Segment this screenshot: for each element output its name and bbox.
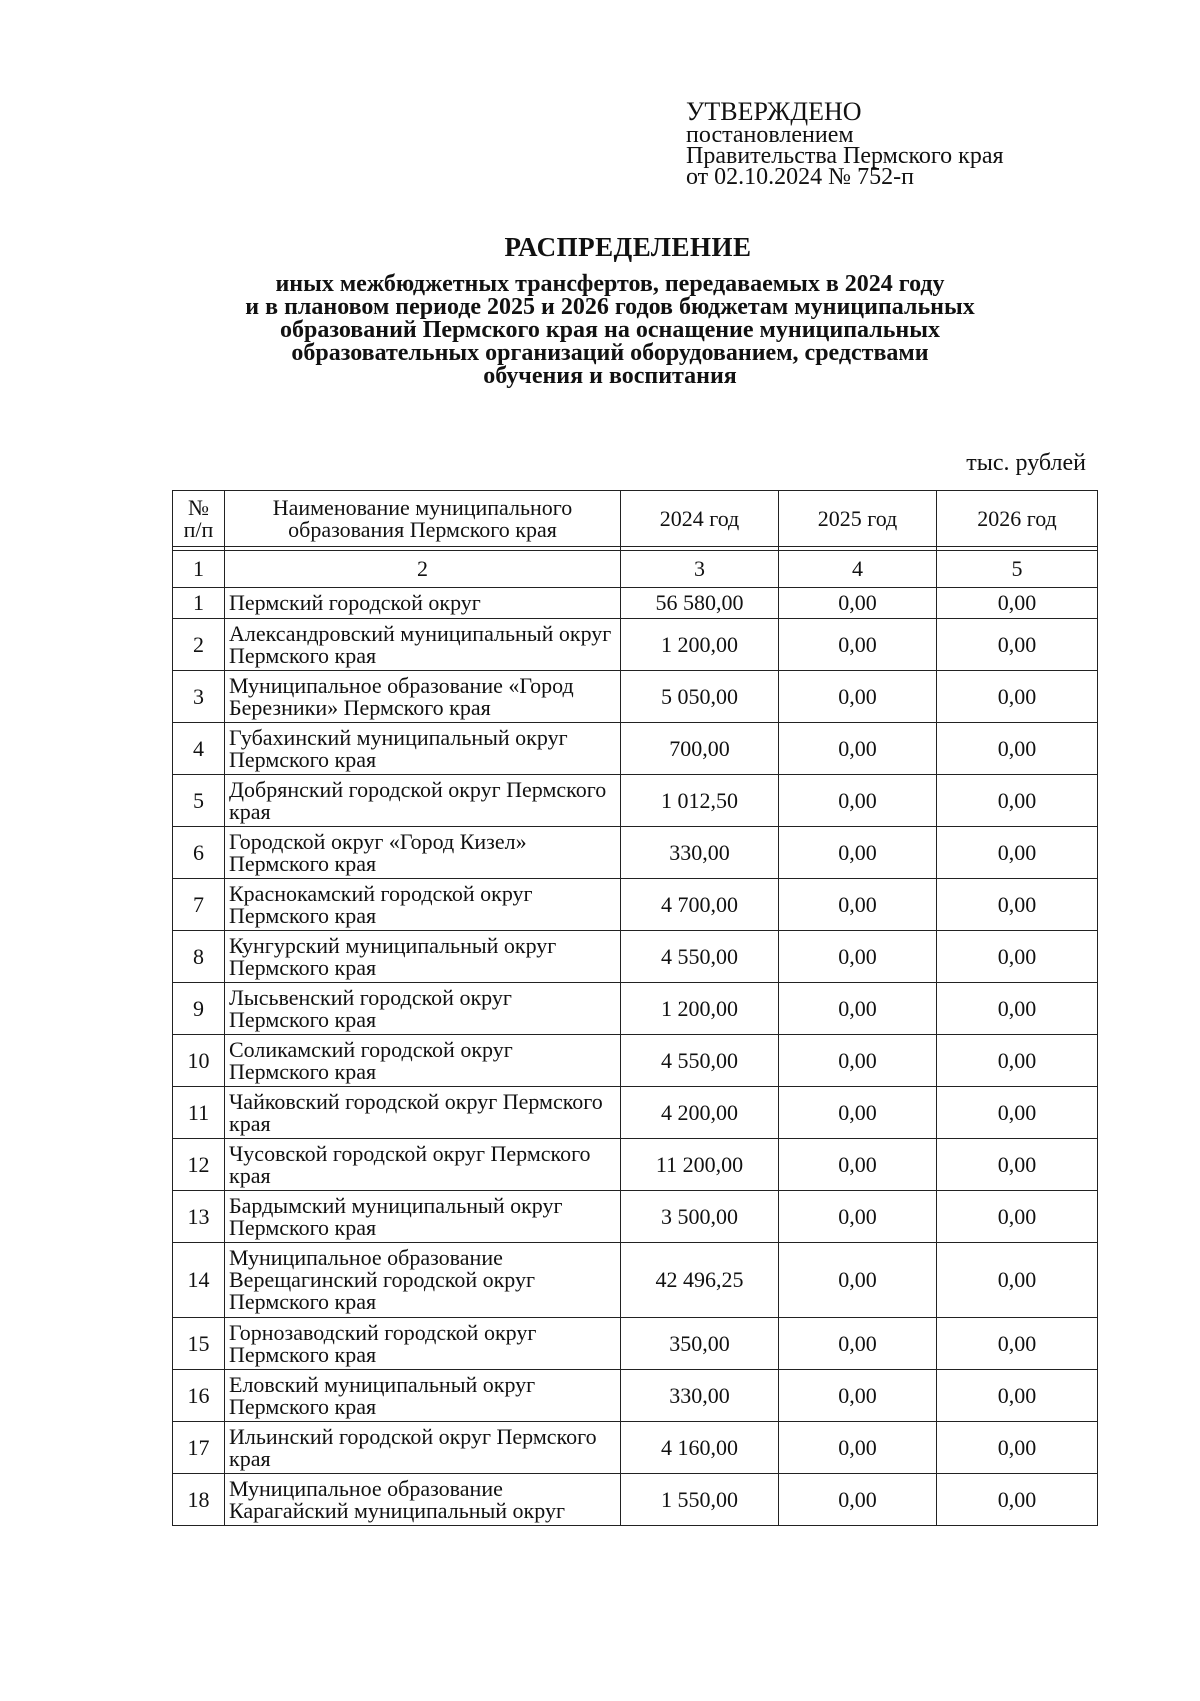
row-2026: 0,00 xyxy=(937,1474,1098,1526)
column-number: 2 xyxy=(225,551,621,588)
subtitle-line: обучения и воспитания xyxy=(483,363,737,389)
table-row xyxy=(173,1318,1098,1370)
row-2026: 0,00 xyxy=(937,1139,1098,1191)
row-name: Соликамский городской округ Пермского края xyxy=(225,1035,621,1087)
row-num: 10 xyxy=(173,1035,225,1087)
row-2026: 0,00 xyxy=(937,1243,1098,1318)
table-row xyxy=(173,1422,1098,1474)
row-2025: 0,00 xyxy=(779,1422,937,1474)
table-row xyxy=(173,671,1098,723)
row-2024: 11 200,00 xyxy=(621,1139,779,1191)
row-2025: 0,00 xyxy=(779,931,937,983)
row-2025: 0,00 xyxy=(779,827,937,879)
row-num: 8 xyxy=(173,931,225,983)
row-name: Добрянский городской округ Пермского края xyxy=(225,775,621,827)
header-name: Наименование муниципального образования Пермского края xyxy=(225,491,621,547)
row-2024: 56 580,00 xyxy=(621,588,779,619)
row-2024: 1 012,50 xyxy=(621,775,779,827)
column-number: 5 xyxy=(937,551,1098,588)
row-num: 12 xyxy=(173,1139,225,1191)
row-2024: 330,00 xyxy=(621,827,779,879)
row-num: 14 xyxy=(173,1243,225,1318)
column-number: 1 xyxy=(173,551,225,588)
row-num: 2 xyxy=(173,619,225,671)
row-2024: 4 550,00 xyxy=(621,931,779,983)
row-2026: 0,00 xyxy=(937,1035,1098,1087)
row-num: 18 xyxy=(173,1474,225,1526)
row-num: 4 xyxy=(173,723,225,775)
row-2025: 0,00 xyxy=(779,671,937,723)
row-num: 13 xyxy=(173,1191,225,1243)
table-row xyxy=(173,879,1098,931)
row-2025: 0,00 xyxy=(779,983,937,1035)
row-2025: 0,00 xyxy=(779,1318,937,1370)
row-2024: 4 200,00 xyxy=(621,1087,779,1139)
row-2025: 0,00 xyxy=(779,1474,937,1526)
row-num: 3 xyxy=(173,671,225,723)
row-2026: 0,00 xyxy=(937,723,1098,775)
row-name: Лысьвенский городской округ Пермского края xyxy=(225,983,621,1035)
table-row xyxy=(173,775,1098,827)
table-header-row xyxy=(173,491,1098,547)
row-name: Муниципальное образование Верещагинский городской округ Пермского края xyxy=(225,1243,621,1318)
distribution-table xyxy=(172,490,1098,1526)
header-2024: 2024 год xyxy=(621,491,779,547)
approval-line: Правительства Пермского края xyxy=(686,143,1004,169)
table-row xyxy=(173,1370,1098,1422)
row-num: 15 xyxy=(173,1318,225,1370)
row-2024: 4 160,00 xyxy=(621,1422,779,1474)
row-num: 16 xyxy=(173,1370,225,1422)
row-2024: 700,00 xyxy=(621,723,779,775)
row-2025: 0,00 xyxy=(779,775,937,827)
row-2024: 1 200,00 xyxy=(621,619,779,671)
row-name: Муниципальное образование Карагайский муниципальный округ xyxy=(225,1474,621,1526)
subtitle-line: образовательных организаций оборудованием, средствами xyxy=(291,340,929,366)
row-2026: 0,00 xyxy=(937,671,1098,723)
row-2026: 0,00 xyxy=(937,588,1098,619)
approval-stamp xyxy=(686,98,1106,188)
row-2024: 3 500,00 xyxy=(621,1191,779,1243)
row-name: Чусовской городской округ Пермского края xyxy=(225,1139,621,1191)
row-2026: 0,00 xyxy=(937,1370,1098,1422)
row-2026: 0,00 xyxy=(937,1318,1098,1370)
table-row xyxy=(173,619,1098,671)
row-2025: 0,00 xyxy=(779,879,937,931)
row-2024: 5 050,00 xyxy=(621,671,779,723)
table-row xyxy=(173,1035,1098,1087)
row-name: Чайковский городской округ Пермского края xyxy=(225,1087,621,1139)
approval-line: постановлением xyxy=(686,122,854,148)
row-2026: 0,00 xyxy=(937,1191,1098,1243)
row-2026: 0,00 xyxy=(937,931,1098,983)
row-2024: 330,00 xyxy=(621,1370,779,1422)
column-number: 4 xyxy=(779,551,937,588)
row-name: Александровский муниципальный округ Пермского края xyxy=(225,619,621,671)
header-num: № п/п xyxy=(173,491,225,547)
row-2025: 0,00 xyxy=(779,723,937,775)
row-name: Горнозаводский городской округ Пермского края xyxy=(225,1318,621,1370)
table-row xyxy=(173,827,1098,879)
row-name: Еловский муниципальный округ Пермского края xyxy=(225,1370,621,1422)
table-row xyxy=(173,723,1098,775)
row-2024: 4 550,00 xyxy=(621,1035,779,1087)
row-2025: 0,00 xyxy=(779,1035,937,1087)
subtitle-line: иных межбюджетных трансфертов, передаваемых в 2024 году xyxy=(275,271,945,297)
table-row xyxy=(173,983,1098,1035)
table-row xyxy=(173,1139,1098,1191)
subtitle-line: образований Пермского края на оснащение муниципальных xyxy=(280,317,940,343)
table-row xyxy=(173,1087,1098,1139)
row-name: Пермский городской округ xyxy=(225,588,621,619)
document-subtitle xyxy=(150,273,1070,388)
row-2025: 0,00 xyxy=(779,588,937,619)
subtitle-line: и в плановом периоде 2025 и 2026 годов бюджетам муниципальных xyxy=(245,294,975,320)
row-2025: 0,00 xyxy=(779,619,937,671)
column-number-row xyxy=(173,551,1098,588)
header-2026: 2026 год xyxy=(937,491,1098,547)
row-2026: 0,00 xyxy=(937,1087,1098,1139)
row-name: Губахинский муниципальный округ Пермского края xyxy=(225,723,621,775)
row-2024: 4 700,00 xyxy=(621,879,779,931)
row-2026: 0,00 xyxy=(937,879,1098,931)
row-num: 17 xyxy=(173,1422,225,1474)
row-2025: 0,00 xyxy=(779,1139,937,1191)
row-2024: 1 550,00 xyxy=(621,1474,779,1526)
approval-heading: УТВЕРЖДЕНО xyxy=(686,97,862,126)
table-row xyxy=(173,931,1098,983)
table-row xyxy=(173,1243,1098,1318)
table-row xyxy=(173,1474,1098,1526)
row-num: 9 xyxy=(173,983,225,1035)
row-2024: 42 496,25 xyxy=(621,1243,779,1318)
row-num: 7 xyxy=(173,879,225,931)
table-body xyxy=(173,547,1098,1526)
row-2025: 0,00 xyxy=(779,1191,937,1243)
document-title: РАСПРЕДЕЛЕНИЕ xyxy=(504,232,752,262)
header-2025: 2025 год xyxy=(779,491,937,547)
row-2024: 350,00 xyxy=(621,1318,779,1370)
approval-date: от 02.10.2024 № 752-п xyxy=(686,164,914,190)
row-2026: 0,00 xyxy=(937,619,1098,671)
row-name: Кунгурский муниципальный округ Пермского края xyxy=(225,931,621,983)
row-name: Муниципальное образование «Город Березники» Пермского края xyxy=(225,671,621,723)
row-2025: 0,00 xyxy=(779,1370,937,1422)
row-2026: 0,00 xyxy=(937,775,1098,827)
row-num: 1 xyxy=(173,588,225,619)
row-name: Краснокамский городской округ Пермского края xyxy=(225,879,621,931)
table-row xyxy=(173,588,1098,619)
row-2024: 1 200,00 xyxy=(621,983,779,1035)
row-num: 11 xyxy=(173,1087,225,1139)
row-name: Городской округ «Город Кизел» Пермского края xyxy=(225,827,621,879)
column-number: 3 xyxy=(621,551,779,588)
row-2026: 0,00 xyxy=(937,827,1098,879)
row-num: 6 xyxy=(173,827,225,879)
row-2026: 0,00 xyxy=(937,1422,1098,1474)
units-label: тыс. рублей xyxy=(966,450,1086,476)
row-name: Бардымский муниципальный округ Пермского края xyxy=(225,1191,621,1243)
row-2025: 0,00 xyxy=(779,1243,937,1318)
row-2026: 0,00 xyxy=(937,983,1098,1035)
row-num: 5 xyxy=(173,775,225,827)
table-row xyxy=(173,1191,1098,1243)
row-2025: 0,00 xyxy=(779,1087,937,1139)
row-name: Ильинский городской округ Пермского края xyxy=(225,1422,621,1474)
